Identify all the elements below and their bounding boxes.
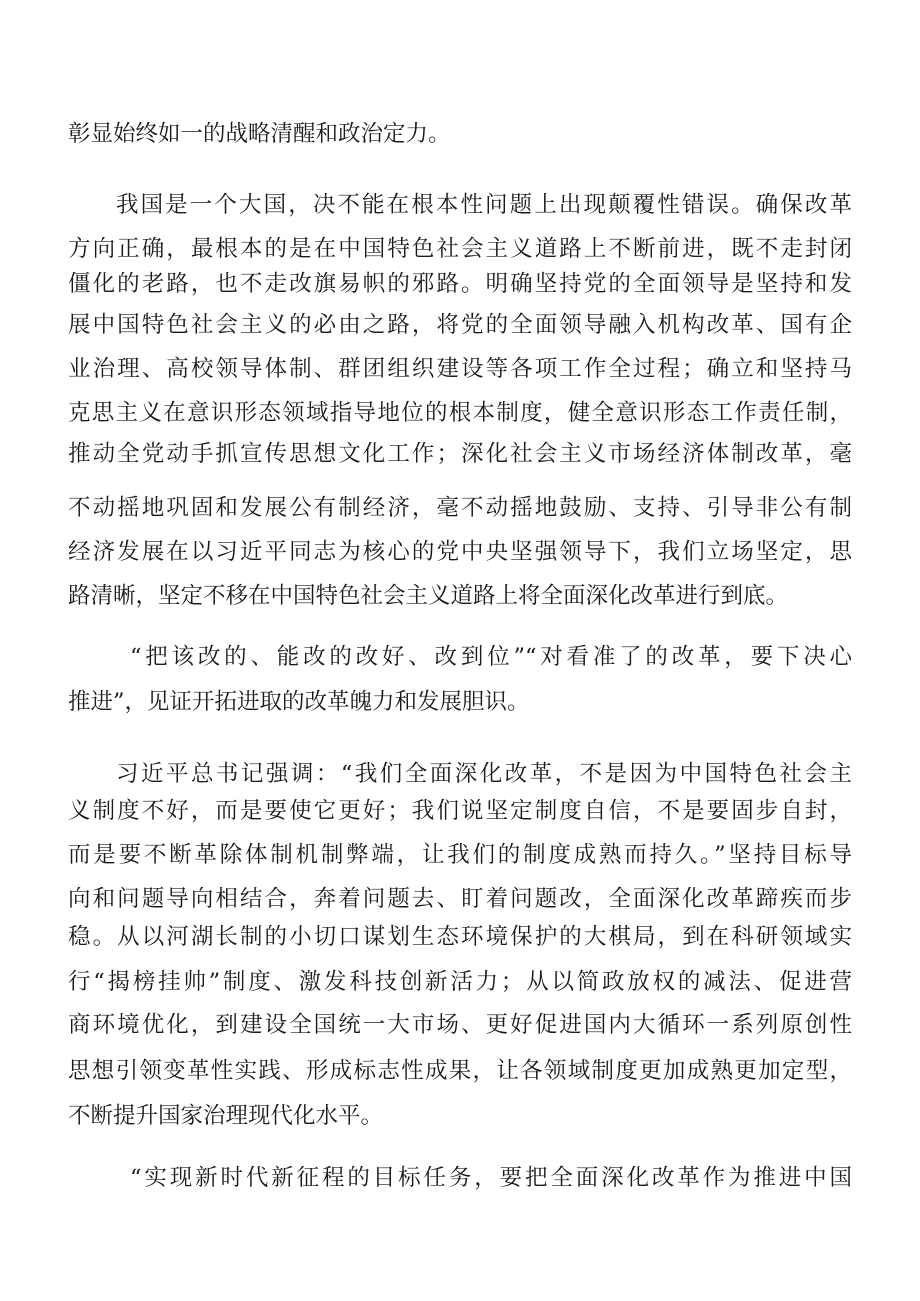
- paragraph-4-line-3: 而是要不断革除体制机制弊端，让我们的制度成熟而持久。”坚持目标导: [68, 842, 852, 868]
- paragraph-2-line-2: 方向正确，最根本的是在中国特色社会主义道路上不断前进，既不走封闭: [68, 236, 852, 262]
- paragraph-4-line-4: 向和问题导向相结合，奔着问题去、盯着问题改，全面深化改革蹄疾而步: [68, 886, 852, 912]
- paragraph-4-line-8: 思想引领变革性实践、形成标志性成果，让各领域制度更加成熟更加定型，: [68, 1058, 852, 1084]
- paragraph-2-line-7: 推动全党动手抓宣传思想文化工作；深化社会主义市场经济体制改革，毫: [68, 441, 852, 467]
- paragraph-4-line-1: 习近平总书记强调：“我们全面深化改革，不是因为中国特色社会主: [116, 761, 852, 787]
- paragraph-2-line-8: 不动摇地巩固和发展公有制经济，毫不动摇地鼓励、支持、引导非公有制: [68, 495, 852, 521]
- paragraph-2-line-4: 展中国特色社会主义的必由之路，将党的全面领导融入机构改革、国有企: [68, 312, 852, 338]
- paragraph-4-line-5: 稳。从以河湖长制的小切口谋划生态环境保护的大棋局，到在科研领域实: [68, 924, 852, 950]
- paragraph-4-line-6: 行“揭榜挂帅”制度、激发科技创新活力；从以简政放权的减法、促进营: [68, 969, 852, 995]
- paragraph-5-line-1: “实现新时代新征程的目标任务，要把全面深化改革作为推进中国: [130, 1165, 852, 1191]
- paragraph-2-line-10: 路清晰，坚定不移在中国特色社会主义道路上将全面深化改革进行到底。: [68, 583, 789, 609]
- paragraph-3-line-1: “把该改的、能改的改好、改到位”“对看准了的改革，要下决心: [130, 644, 852, 670]
- paragraph-2-line-6: 克思主义在意识形态领域指导地位的根本制度，健全意识形态工作责任制，: [68, 400, 852, 426]
- paragraph-2-line-3: 僵化的老路，也不走改旗易帜的邪路。明确坚持党的全面领导是坚持和发: [68, 271, 852, 297]
- paragraph-2-line-5: 业治理、高校领导体制、群团组织建设等各项工作全过程；确立和坚持马: [68, 356, 852, 382]
- paragraph-1-line-1: 彰显始终如一的战略清醒和政治定力。: [68, 121, 451, 147]
- paragraph-2-line-1: 我国是一个大国，决不能在根本性问题上出现颠覆性错误。确保改革: [116, 192, 852, 218]
- paragraph-4-line-7: 商环境优化，到建设全国统一大市场、更好促进国内大循环一系列原创性: [68, 1012, 852, 1038]
- paragraph-4-line-9: 不断提升国家治理现代化水平。: [68, 1103, 384, 1129]
- paragraph-2-line-9: 经济发展在以习近平同志为核心的党中央坚强领导下，我们立场坚定，思: [68, 539, 852, 565]
- paragraph-3-line-2: 推进”，见证开拓进取的改革魄力和发展胆识。: [68, 689, 530, 715]
- paragraph-4-line-2: 义制度不好，而是要使它更好；我们说坚定制度自信，不是要固步自封，: [68, 798, 852, 824]
